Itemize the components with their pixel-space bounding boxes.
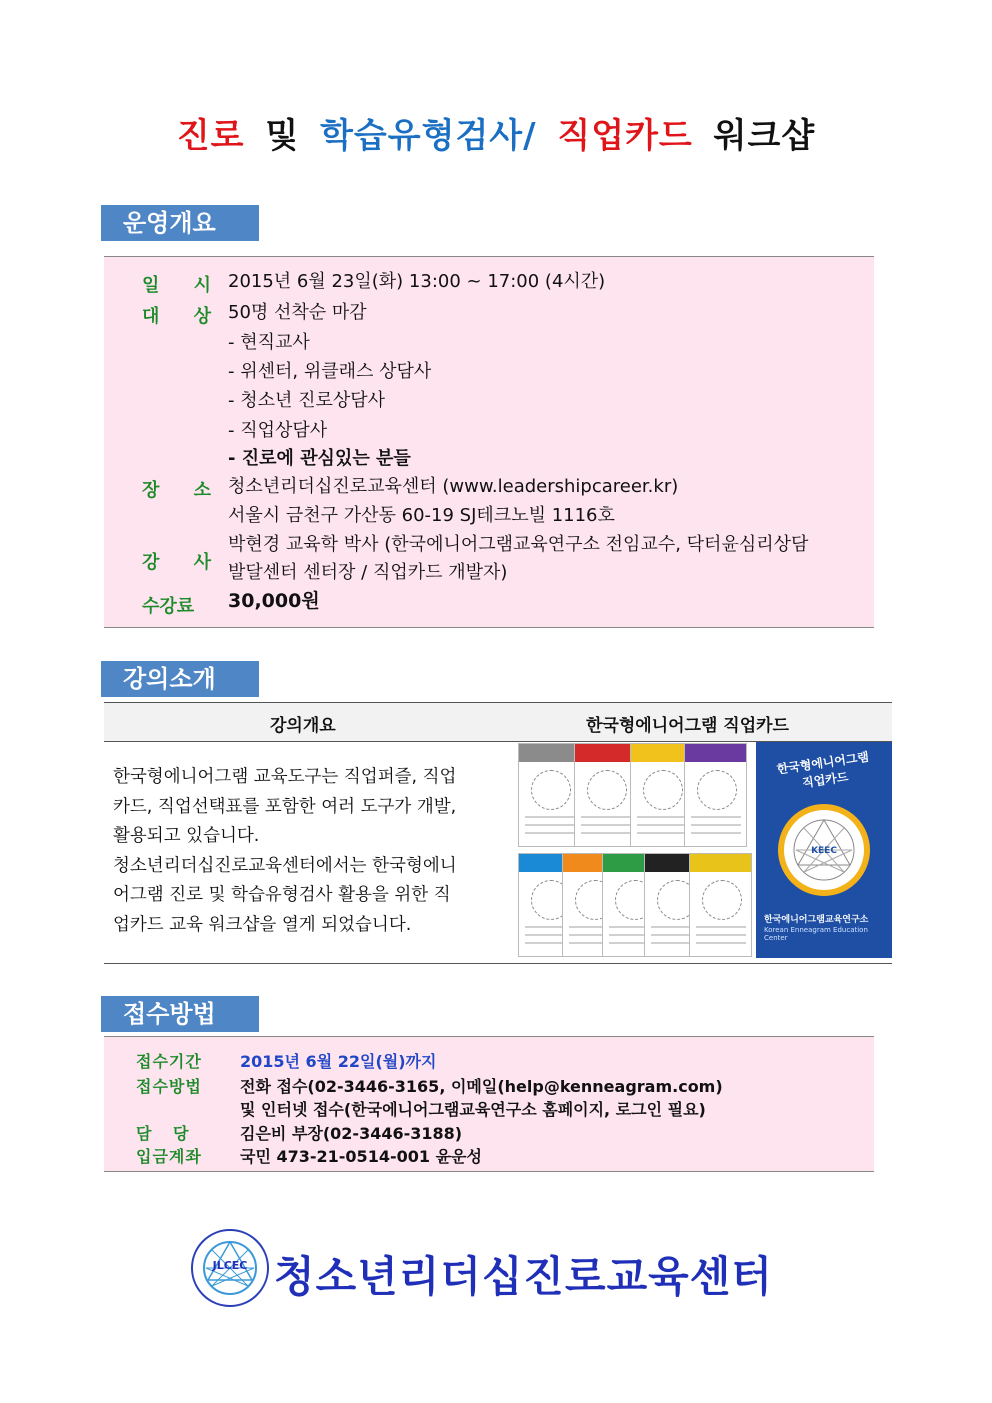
enneagram-icon — [778, 804, 870, 896]
job-card-thumb — [684, 743, 747, 847]
page-title — [0, 108, 992, 157]
method-line1: 전화 접수(02-3446-3165, 이메일(help@kenneagram.com) — [240, 1077, 723, 1096]
method-line2: 및 인터넷 접수(한국에니어그램교육연구소 홈페이지, 로그인 필요) — [240, 1100, 706, 1119]
fee-label: 수강료 — [142, 596, 195, 617]
jlcec-logo — [190, 1228, 270, 1308]
job-card-thumb — [689, 853, 752, 957]
title-part-career: 진로 — [176, 116, 245, 156]
job-card-cover — [756, 742, 892, 958]
date-value: 2015년 6월 23일(화) 13:00 ~ 17:00 (4시간) — [228, 271, 606, 292]
lecturer-label: 강 사 — [142, 552, 226, 573]
title-part-workshop: 워크샵 — [713, 116, 816, 156]
place-label: 장 소 — [142, 480, 226, 501]
target-item: - 위센터, 위클래스 상담사 — [228, 361, 432, 382]
job-card-collage — [518, 743, 752, 958]
card-band — [690, 854, 751, 872]
lecturer-line2: 발달센터 센터장 / 직업카드 개발자) — [228, 562, 508, 583]
overview-box — [104, 256, 874, 628]
registration-box — [104, 1036, 874, 1172]
title-part-and: 및 — [265, 116, 300, 156]
org-name: 청소년리더십진로교육센터 — [274, 1252, 773, 1301]
account-value: 국민 473-21-0514-001 윤운성 — [240, 1147, 482, 1166]
account-label: 입금계좌 — [136, 1147, 202, 1166]
lecture-line: 청소년리더십진로교육센터에서는 한국형에니 — [113, 855, 457, 876]
target-item: - 청소년 진로상담사 — [228, 390, 386, 411]
place-line2: 서울시 금천구 가산동 60-19 SJ테크노빌 1116호 — [228, 505, 615, 526]
jlcec-abbr: JLCEC — [212, 1259, 248, 1272]
job-card-cover-footer: 한국에니어그램교육연구소 — [764, 915, 869, 925]
contact-label: 담 당 — [136, 1124, 197, 1143]
target-item: - 직업상담사 — [228, 420, 328, 441]
job-card-cover-title: 한국형에니어그램 직업카드 — [775, 749, 870, 791]
contact-value: 김은비 부장(02-3446-3188) — [240, 1124, 463, 1143]
target-main: 50명 선착순 마감 — [228, 302, 367, 323]
place-line1: 청소년리더십진로교육센터 (www.leadershipcareer.kr) — [228, 476, 679, 497]
job-card-cover-footer-en: Korean Enneagram Education Center — [764, 926, 868, 942]
lecture-description — [113, 763, 503, 940]
lecture-line: 활용되고 있습니다. — [113, 826, 260, 846]
date-label: 일 시 — [142, 275, 226, 296]
lecture-line: 한국형에니어그램 교육도구는 직업퍼즐, 직업 — [113, 767, 457, 787]
lecture-header: 강의소개 — [101, 661, 259, 697]
lecture-line: 카드, 직업선택표를 포함한 여러 도구가 개발, — [113, 796, 457, 817]
period-label: 접수기간 — [136, 1052, 202, 1071]
period-value: 2015년 6월 22일(월)까지 — [240, 1052, 437, 1071]
title-part-job-card: 직업카드 — [557, 116, 693, 156]
lecture-col-jobcard: 한국형에니어그램 직업카드 — [586, 716, 789, 736]
registration-header: 접수방법 — [101, 996, 259, 1032]
title-part-learning-test: 학습유형검사/ — [320, 116, 537, 156]
lecture-line: 어그램 진로 및 학습유형검사 활용을 위한 직 — [113, 885, 451, 905]
target-label: 대 상 — [142, 306, 226, 327]
lecturer-line1: 박현경 교육학 박사 (한국에니어그램교육연구소 전임교수, 닥터윤심리상담 — [228, 534, 809, 555]
job-card-thumb — [518, 743, 581, 847]
card-band — [575, 744, 636, 762]
target-item: - 현직교사 — [228, 332, 310, 353]
keec-label: KEEC — [811, 846, 837, 856]
card-band — [685, 744, 746, 762]
fee-value: 30,000원 — [228, 590, 320, 612]
overview-header: 운영개요 — [101, 205, 259, 241]
lecture-table-header — [104, 703, 892, 742]
job-card-thumb — [574, 743, 637, 847]
lecture-line: 업카드 교육 워크샵을 열게 되었습니다. — [113, 914, 412, 935]
target-item-bold: - 진로에 관심있는 분들 — [228, 448, 411, 469]
lecture-col-overview: 강의개요 — [270, 716, 336, 736]
method-label: 접수방법 — [136, 1077, 202, 1096]
card-band — [631, 744, 692, 762]
card-band — [519, 744, 580, 762]
